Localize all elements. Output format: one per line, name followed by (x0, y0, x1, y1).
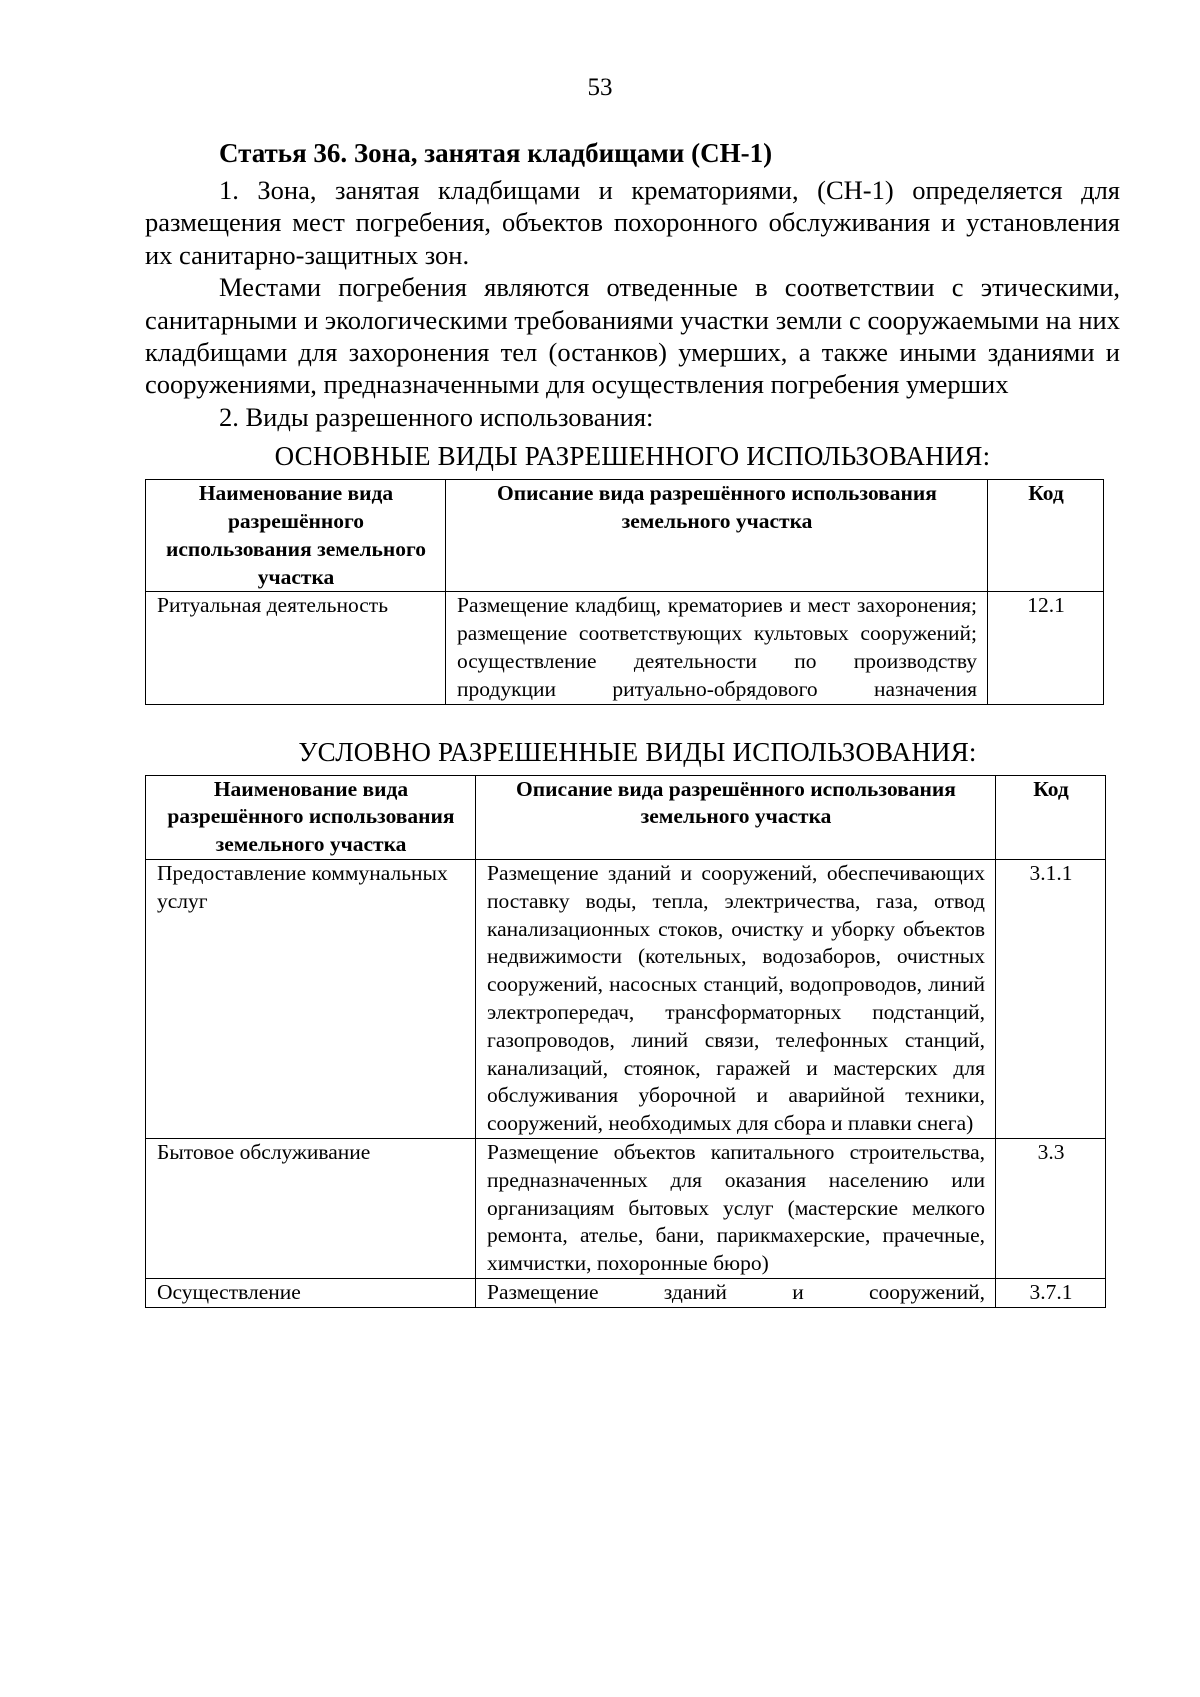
main-uses-table (145, 479, 1104, 704)
article-title: Статья 36. Зона, занятая кладбищами (СН-1) (219, 138, 773, 168)
table-row (146, 592, 1104, 704)
description-line: Размещение кладбищ, крематориев и мест захоронения; (457, 593, 977, 618)
description-line: Размещение зданий и сооружений, (487, 1279, 985, 1304)
header-description: Описание вида разрешённого использования земельного участка (476, 775, 996, 859)
table-row (146, 1278, 1106, 1307)
use-name: Предоставление коммунальных услуг (146, 860, 476, 1139)
use-code: 12.1 (988, 592, 1104, 704)
use-description (446, 592, 988, 704)
page-number: 53 (587, 74, 613, 101)
use-description (476, 1278, 996, 1307)
header-code: Код (996, 775, 1106, 859)
use-description: Размещение объектов капитального строительства, предназначенных для оказания населению или организациям бытовых услуг (мастерские мелкого ремонта, ателье, бани, парикмахерские, прачечные, химчистки, похоронные бюро) (476, 1138, 996, 1278)
table-header-row (146, 775, 1106, 859)
description-line: размещение соответствующих культовых сооружений; (457, 621, 977, 646)
header-name: Наименование вида разрешённого использования земельного участка (146, 775, 476, 859)
use-name: Осуществление (146, 1278, 476, 1307)
use-code: 3.1.1 (996, 860, 1106, 1139)
header-description: Описание вида разрешённого использования земельного участка (446, 480, 988, 592)
table-row (146, 1138, 1106, 1278)
paragraph-permitted-uses-intro: 2. Виды разрешенного использования: (219, 401, 654, 432)
use-code: 3.3 (996, 1138, 1106, 1278)
paragraph-zone-purpose: 1. Зона, занятая кладбищами и крематориями, (СН-1) определяется для размещения мест погребения, объектов похоронного обслуживания и установления их санитарно-защитных зон. (145, 175, 1120, 270)
header-code: Код (988, 480, 1104, 592)
document-body (145, 136, 1120, 1308)
table-row (146, 860, 1106, 1139)
conditional-uses-heading: УСЛОВНО РАЗРЕШЕННЫЕ ВИДЫ ИСПОЛЬЗОВАНИЯ: (298, 736, 977, 767)
use-description: Размещение зданий и сооружений, обеспечивающих поставку воды, тепла, электричества, газа, отвод канализационных стоков, очистку и уборку объектов недвижимости (котельных, водозаборов, очистных сооружений, насосных станций, водопроводов, линий электропередач, трансформаторных подстанций, газопроводов, линий связи, телефонных станций, канализаций, стоянок, гаражей и мастерских для обслуживания уборочной и аварийной техники, сооружений, необходимых для сбора и плавки снега) (476, 860, 996, 1139)
conditional-uses-table (145, 775, 1106, 1308)
use-name: Бытовое обслуживание (146, 1138, 476, 1278)
paragraph-burial-places: Местами погребения являются отведенные в соответствии с этическими, санитарными и экологическими требованиями участки земли с сооружаемыми на них кладбищами для захоронения тел (останков) умерших, а также иными зданиями и сооружениями, предназначенными для осуществления погребения умерших (145, 272, 1120, 400)
use-code: 3.7.1 (996, 1278, 1106, 1307)
use-name: Ритуальная деятельность (146, 592, 446, 704)
description-line: осуществление деятельности по производству продукции ритуально-обрядового назначения (457, 649, 977, 701)
table-header-row (146, 480, 1104, 592)
main-uses-heading: ОСНОВНЫЕ ВИДЫ РАЗРЕШЕННОГО ИСПОЛЬЗОВАНИЯ: (274, 441, 991, 472)
header-name: Наименование вида разрешённого использования земельного участка (146, 480, 446, 592)
